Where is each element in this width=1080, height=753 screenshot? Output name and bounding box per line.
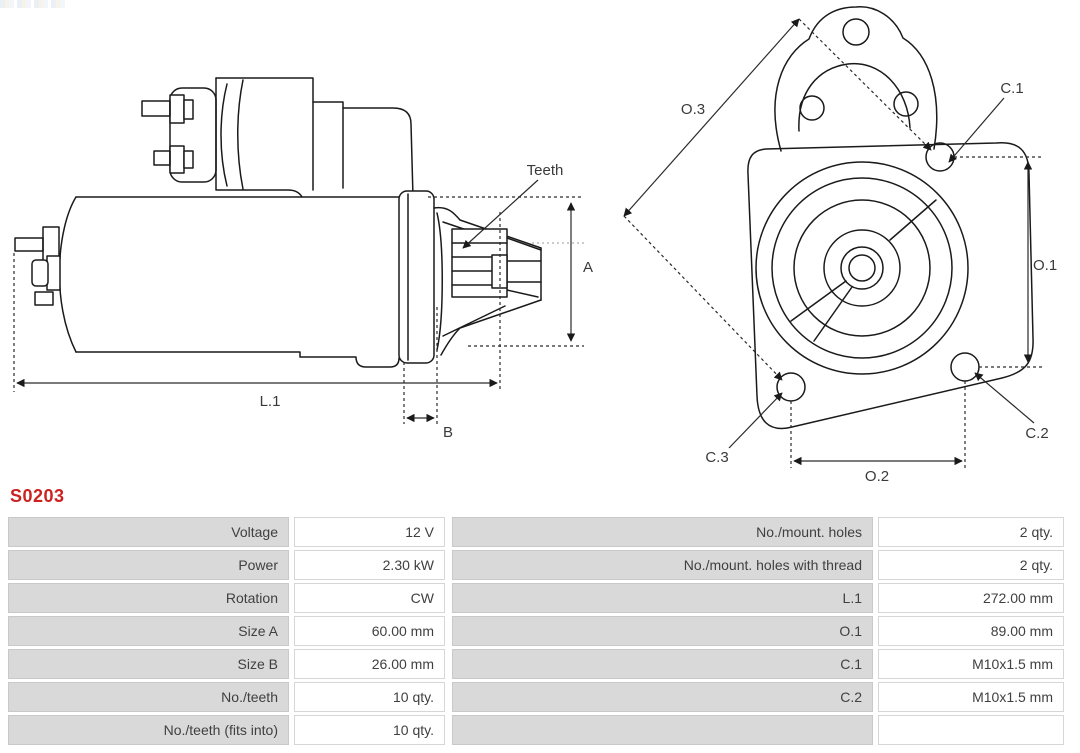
spec-label-cell: No./mount. holes with thread <box>452 550 873 580</box>
spec-value-cell: 10 qty. <box>294 715 445 745</box>
spec-row <box>452 517 1064 547</box>
spec-row <box>8 715 445 745</box>
spec-table-left <box>8 517 445 748</box>
dim-label-c2: C.2 <box>1025 425 1049 442</box>
spec-row <box>452 682 1064 712</box>
spec-label-cell <box>452 715 873 745</box>
spec-label-cell: O.1 <box>452 616 873 646</box>
dim-label-c3: C.3 <box>705 449 729 466</box>
spec-row <box>8 649 445 679</box>
dim-label-b: B <box>442 424 454 441</box>
spec-row <box>452 583 1064 613</box>
mounting-collar <box>399 191 434 363</box>
spec-row <box>8 517 445 547</box>
motor-body <box>59 197 399 367</box>
spec-row <box>8 616 445 646</box>
spec-label-cell: Size A <box>8 616 289 646</box>
part-number: S0203 <box>10 486 65 506</box>
spec-value-cell: 272.00 mm <box>878 583 1064 613</box>
dim-o3 <box>624 19 931 380</box>
dim-c2 <box>975 373 1049 442</box>
spec-value-cell: 2.30 kW <box>294 550 445 580</box>
spec-table-right <box>452 517 1064 748</box>
spec-value-cell: M10x1.5 mm <box>878 682 1064 712</box>
dim-o2 <box>791 381 965 485</box>
spec-value-cell: 2 qty. <box>878 550 1064 580</box>
pinion-gear <box>452 229 541 297</box>
spec-label-cell: Rotation <box>8 583 289 613</box>
spec-value-cell: 2 qty. <box>878 517 1064 547</box>
spec-value-cell: 12 V <box>294 517 445 547</box>
dim-teeth <box>463 162 563 248</box>
spec-label-cell: No./mount. holes <box>452 517 873 547</box>
dim-label-l1: L.1 <box>259 393 281 410</box>
spec-value-cell: 10 qty. <box>294 682 445 712</box>
spec-value-cell <box>878 715 1064 745</box>
front-view-drawing <box>624 7 1057 485</box>
spec-row <box>452 616 1064 646</box>
spec-value-cell: M10x1.5 mm <box>878 649 1064 679</box>
dim-label-o2: O.2 <box>864 468 890 485</box>
mounting-holes <box>777 143 979 401</box>
spec-label-cell: Voltage <box>8 517 289 547</box>
spec-label-cell: Size B <box>8 649 289 679</box>
spec-row <box>452 550 1064 580</box>
spec-label-cell: C.1 <box>452 649 873 679</box>
spec-row <box>8 550 445 580</box>
spec-label-cell: No./teeth <box>8 682 289 712</box>
spec-tables <box>8 517 1064 748</box>
top-bracket <box>775 7 937 151</box>
dim-o1 <box>954 157 1057 367</box>
spec-label-cell: C.2 <box>452 682 873 712</box>
dim-label-c1: C.1 <box>1000 80 1024 97</box>
spec-label-cell: L.1 <box>452 583 873 613</box>
dim-c1 <box>949 80 1024 162</box>
spec-row <box>8 583 445 613</box>
dim-label-a: A <box>582 259 594 276</box>
spec-value-cell: 89.00 mm <box>878 616 1064 646</box>
spec-value-cell: 26.00 mm <box>294 649 445 679</box>
solenoid <box>142 78 413 197</box>
spec-row <box>8 682 445 712</box>
dim-c3 <box>705 393 782 466</box>
side-view-drawing <box>14 78 593 441</box>
spec-label-cell: No./teeth (fits into) <box>8 715 289 745</box>
dim-label-o3: O.3 <box>680 101 706 118</box>
spec-value-cell: 60.00 mm <box>294 616 445 646</box>
motor-terminals <box>15 227 60 305</box>
spec-row <box>452 715 1064 745</box>
dim-label-o1: O.1 <box>1033 257 1058 274</box>
spec-label-cell: Power <box>8 550 289 580</box>
drive-end-face <box>756 162 968 374</box>
dim-label-teeth: Teeth <box>526 162 564 179</box>
spec-value-cell: CW <box>294 583 445 613</box>
spec-row <box>452 649 1064 679</box>
